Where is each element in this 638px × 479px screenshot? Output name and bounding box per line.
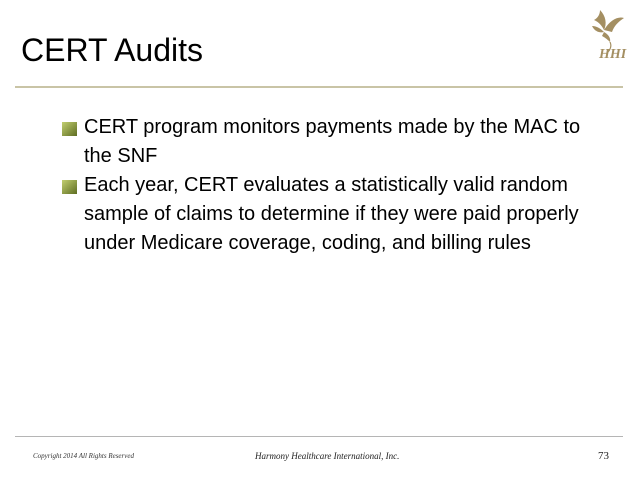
square-bullet-icon [62,180,77,194]
footer-divider [15,436,623,437]
bullet-text: Each year, CERT evaluates a statistically valid random sample of claims to determine if they were paid properly under Medicare coverage, coding, and billing rules [84,174,579,254]
square-bullet-icon [62,122,77,136]
title-divider [15,86,623,88]
bullet-item [62,113,582,171]
slide-footer [15,436,623,470]
logo-text: HHI [599,47,627,62]
bullet-text: CERT program monitors payments made by the MAC to the SNF [84,116,581,167]
bullet-list [62,113,582,258]
page-number: 73 [598,450,609,462]
copyright-notice: Copyright 2014 All Rights Reserved [33,452,134,460]
slide-title: CERT Audits [21,32,204,68]
dove-logo-icon [580,6,628,66]
company-name: Harmony Healthcare International, Inc. [255,451,400,461]
bullet-item [62,171,582,258]
